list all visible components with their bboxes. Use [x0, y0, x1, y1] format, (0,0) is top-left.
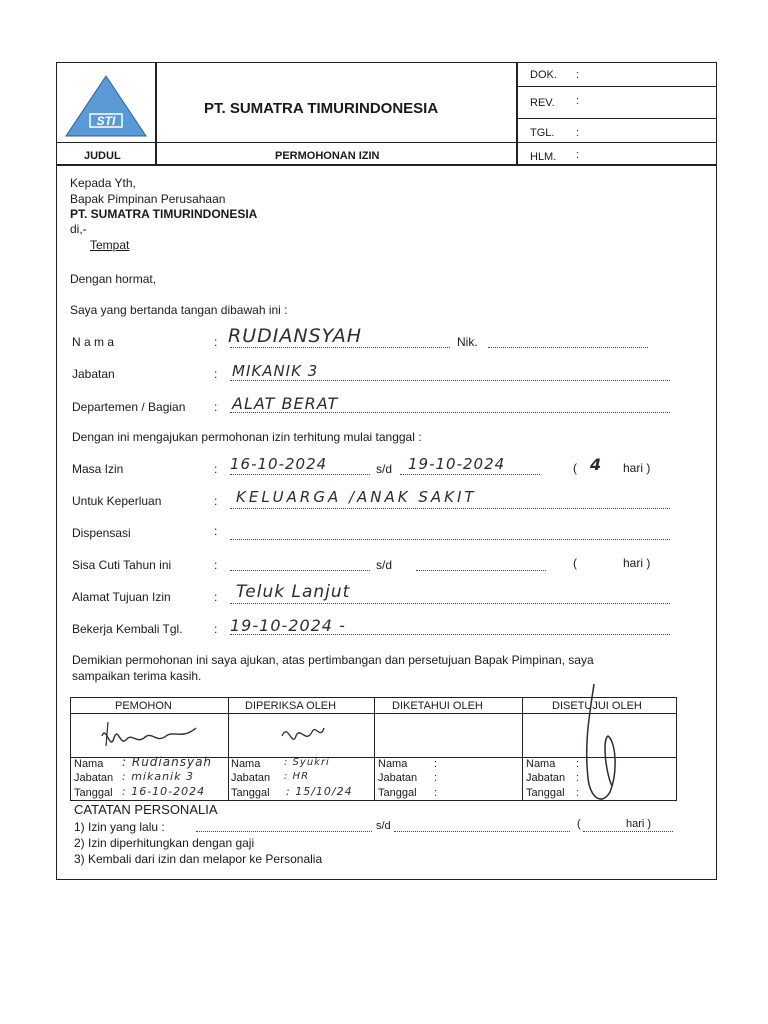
disetujui-jabatan-label: Jabatan	[526, 772, 566, 784]
personalia-title: CATATAN PERSONALIA	[74, 802, 218, 817]
diperiksa-nama: : Syukri	[284, 757, 330, 768]
signature-diperiksa	[278, 718, 328, 754]
company-name: PT. SUMATRA TIMURINDONESIA	[204, 100, 439, 117]
address-line-4: di,-	[70, 222, 87, 236]
alamat-label: Alamat Tujuan Izin	[72, 590, 171, 604]
dispensasi-colon: :	[214, 524, 218, 538]
jabatan-colon: :	[214, 367, 218, 381]
meta-dok-colon: :	[576, 69, 580, 81]
diketahui-tanggal: :	[434, 787, 438, 799]
meta-hlm-colon: :	[576, 149, 580, 161]
address-line-1: Kepada Yth,	[70, 176, 136, 190]
keperluan-label: Untuk Keperluan	[72, 494, 162, 508]
diketahui-nama-label: Nama	[378, 758, 408, 770]
sisa-cuti-label: Sisa Cuti Tahun ini	[72, 558, 172, 572]
keperluan-dots	[230, 508, 670, 509]
address-line-5: Tempat	[90, 238, 130, 252]
nik-dots	[488, 347, 648, 348]
approval-header-diketahui: DIKETAHUI OLEH	[392, 700, 483, 712]
diperiksa-jabatan-label: Jabatan	[231, 772, 271, 784]
diketahui-nama: :	[434, 758, 438, 770]
logo-text: STI	[96, 114, 116, 128]
masa-izin-to-dots	[400, 474, 540, 475]
jabatan-label: Jabatan	[72, 367, 115, 381]
sisa-cuti-sd: s/d	[376, 558, 393, 572]
pemohon-jabatan: : mikanik 3	[122, 770, 194, 783]
personalia-item-1-sd: s/d	[376, 820, 391, 832]
dispensasi-dots	[230, 539, 670, 540]
header-divider-left	[155, 62, 157, 164]
masa-izin-hari: hari )	[623, 461, 651, 475]
disetujui-nama: :	[576, 758, 580, 770]
jabatan-value: MIKANIK 3	[232, 362, 319, 380]
disetujui-tanggal-label: Tanggal	[526, 787, 565, 799]
kembali-label: Bekerja Kembali Tgl.	[72, 622, 183, 636]
pemohon-nama-label: Nama	[74, 758, 104, 770]
masa-izin-open: (	[573, 461, 577, 475]
personalia-item-1-dots	[196, 831, 372, 832]
personalia-item-1-hari: hari )	[626, 818, 652, 830]
alamat-value: Teluk Lanjut	[236, 582, 351, 602]
keperluan-value: KELUARGA /ANAK SAKIT	[236, 488, 477, 506]
header-divider-right	[516, 62, 518, 164]
nama-value: RUDIANSYAH	[228, 325, 363, 347]
disetujui-nama-label: Nama	[526, 758, 556, 770]
company-logo	[64, 74, 148, 138]
personalia-item-1-dots-3	[583, 831, 673, 832]
approval-col-3	[522, 697, 523, 801]
diperiksa-tanggal-label: Tanggal	[231, 787, 270, 799]
approval-col-2	[374, 697, 375, 801]
approval-header-disetujui: DISETUJUI OLEH	[552, 700, 642, 712]
alamat-dots	[230, 603, 670, 604]
diketahui-tanggal-label: Tanggal	[378, 787, 417, 799]
signature-pemohon	[96, 716, 206, 756]
nik-label: Nik.	[457, 335, 478, 349]
pemohon-tanggal-label: Tanggal	[74, 787, 113, 799]
address-line-2: Bapak Pimpinan Perusahaan	[70, 192, 226, 206]
meta-rev-label: REV.	[530, 97, 555, 109]
masa-izin-from-dots	[230, 474, 370, 475]
sisa-cuti-hari: hari )	[623, 556, 651, 570]
address-line-3: PT. SUMATRA TIMURINDONESIA	[70, 207, 258, 221]
intro-line: Saya yang bertanda tangan dibawah ini :	[70, 303, 288, 317]
diperiksa-jabatan: : HR	[284, 771, 310, 782]
disetujui-jabatan: :	[576, 772, 580, 784]
sisa-cuti-colon: :	[214, 558, 218, 572]
departemen-colon: :	[214, 400, 218, 414]
request-line: Dengan ini mengajukan permohonan izin terhitung mulai tanggal :	[72, 430, 422, 444]
personalia-item-1-dots-2	[394, 831, 570, 832]
diketahui-jabatan-label: Jabatan	[378, 772, 418, 784]
meta-line-2	[516, 118, 716, 119]
nama-label: N a m a	[72, 335, 115, 349]
departemen-value: ALAT BERAT	[232, 394, 339, 413]
meta-dok-label: DOK.	[530, 69, 557, 81]
departemen-label: Departemen / Bagian	[72, 400, 186, 414]
meta-line-1	[516, 86, 716, 87]
jabatan-dots	[230, 380, 670, 381]
personalia-item-1: 1) Izin yang lalu :	[74, 820, 165, 834]
meta-tgl-colon: :	[576, 127, 580, 139]
disetujui-tanggal: :	[576, 787, 580, 799]
closing-line-2: sampaikan terima kasih.	[72, 669, 202, 683]
diperiksa-tanggal: : 15/10/24	[286, 785, 353, 798]
pemohon-jabatan-label: Jabatan	[74, 772, 114, 784]
title-row-line	[56, 142, 716, 143]
meta-tgl-label: TGL.	[530, 127, 555, 139]
personalia-item-2: 2) Izin diperhitungkan dengan gaji	[74, 836, 255, 850]
masa-izin-from: 16-10-2024	[230, 455, 328, 473]
masa-izin-sd: s/d	[376, 462, 393, 476]
nama-colon: :	[214, 335, 218, 349]
header-bottom-line	[56, 164, 717, 166]
sisa-cuti-from-dots	[230, 570, 370, 571]
pemohon-tanggal: : 16-10-2024	[122, 785, 206, 798]
greeting: Dengan hormat,	[70, 272, 157, 286]
diketahui-jabatan: :	[434, 772, 438, 784]
masa-izin-to: 19-10-2024	[408, 455, 506, 473]
kembali-colon: :	[214, 622, 218, 636]
diperiksa-nama-label: Nama	[231, 758, 261, 770]
nama-dots	[230, 347, 450, 348]
pemohon-nama: : Rudiansyah	[122, 755, 213, 769]
masa-izin-colon: :	[214, 462, 218, 476]
meta-hlm-label: HLM.	[530, 151, 557, 163]
sisa-cuti-to-dots	[416, 570, 546, 571]
signature-disetujui	[572, 682, 632, 808]
sisa-cuti-open: (	[573, 556, 577, 570]
keperluan-colon: :	[214, 494, 218, 508]
judul-label: JUDUL	[84, 150, 121, 162]
dispensasi-label: Dispensasi	[72, 526, 131, 540]
kembali-value: 19-10-2024 -	[230, 616, 346, 635]
masa-izin-days: 4	[590, 455, 603, 474]
meta-rev-colon: :	[576, 95, 580, 107]
approval-header-diperiksa: DIPERIKSA OLEH	[245, 700, 337, 712]
closing-line-1: Demikian permohonan ini saya ajukan, atas pertimbangan dan persetujuan Bapak Pimpinan, saya	[72, 653, 594, 667]
alamat-colon: :	[214, 590, 218, 604]
personalia-item-3: 3) Kembali dari izin dan melapor ke Personalia	[74, 852, 323, 866]
approval-col-1	[228, 697, 229, 801]
masa-izin-label: Masa Izin	[72, 462, 124, 476]
approval-header-pemohon: PEMOHON	[115, 700, 172, 712]
personalia-item-1-open: (	[577, 818, 581, 830]
form-title: PERMOHONAN IZIN	[275, 150, 380, 162]
